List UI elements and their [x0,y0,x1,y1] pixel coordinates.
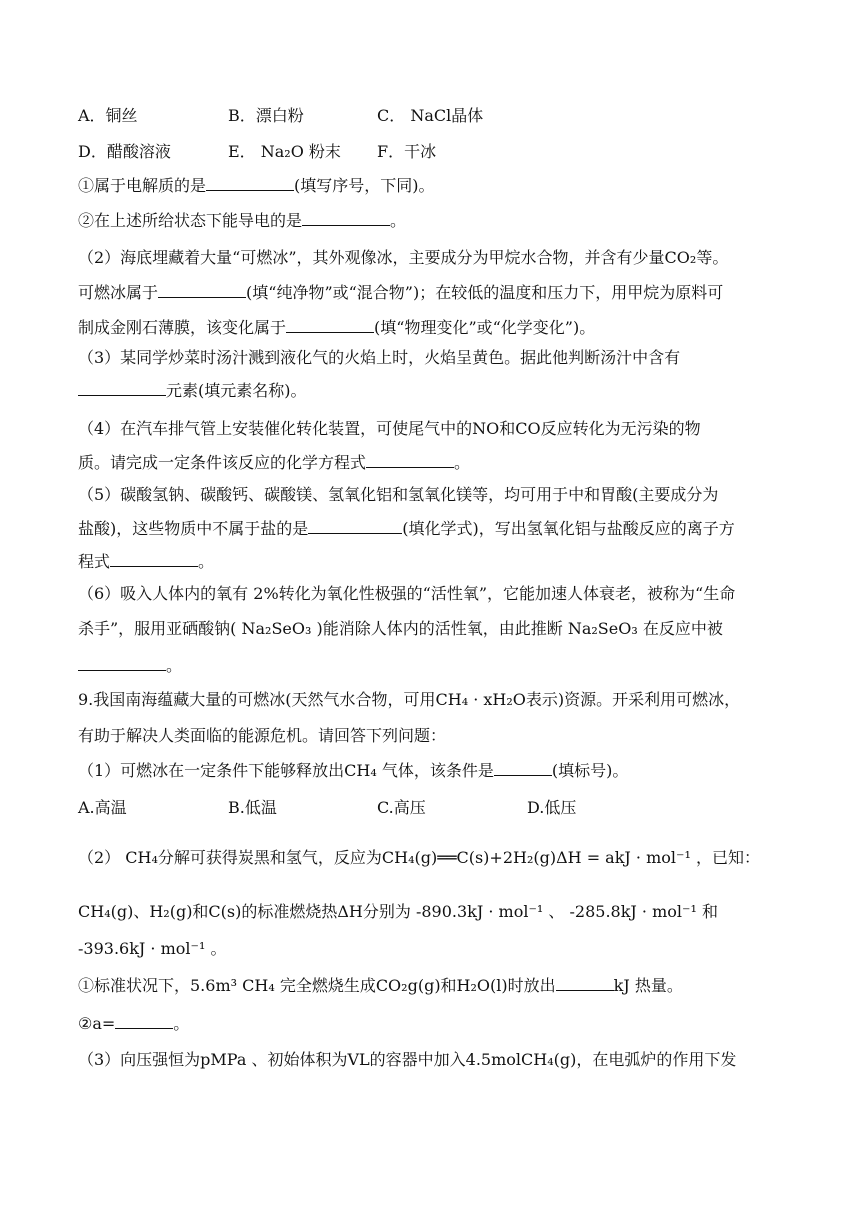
q8-6-line2: 杀手”，服用亚硒酸钠( Na₂SeO₃ )能消除人体内的活性氧，由此推断 Na₂SeO₃ 在反应中被 [78,619,723,638]
q8-1-electrolyte: ①属于电解质的是 (填写序号，下同)。 [78,176,435,195]
answer-blank[interactable] [115,1013,173,1029]
q9-stem-line1: 9.我国南海蕴藏大量的可燃冰(天然气水合物，可用CH₄ · xH₂O表示)资源。开采利用可燃冰， [78,690,741,709]
answer-blank[interactable] [308,518,402,534]
q8-1-conductive: ②在上述所给状态下能导电的是 。 [78,211,407,230]
q9-3-line1: （3）向压强恒为pMPa 、初始体积为VL的容器中加入4.5molCH₄(g)，在电弧炉的作用下发 [78,1050,737,1069]
answer-blank[interactable] [302,210,390,226]
answer-blank[interactable] [494,760,552,776]
answer-blank[interactable] [556,975,614,991]
q8-3-line1: （3）某同学炒菜时汤汁溅到液化气的火焰上时，火焰呈黄色。据此他判断汤汁中含有 [78,348,681,367]
q9-choice-c: C.高压 [377,798,426,817]
q9-choice-a: A.高温 [78,798,127,817]
q8-5-line3: 程式 。 [78,552,215,571]
q8-4-line1: （4）在汽车排气管上安装催化转化装置，可使尾气中的NO和CO反应转化为无污染的物 [78,419,701,438]
q9-2-sub1: ①标准状况下，5.6m³ CH₄ 完全燃烧生成CO₂g(g)和H₂O(l)时放出 kJ 热量。 [78,976,683,995]
q9-2-line3: -393.6kJ · mol⁻¹ 。 [78,939,227,958]
q9-1: （1）可燃冰在一定条件下能够释放出CH₄ 气体，该条件是 (填标号)。 [78,761,629,780]
q8-4-line2: 质。请完成一定条件该反应的化学方程式 。 [78,453,471,472]
q8-2-line3: 制成金刚石薄膜，该变化属于 (填“物理变化”或“化学变化”)。 [78,318,596,337]
q9-stem-line2: 有助于解决人类面临的能源危机。请回答下列问题： [78,726,447,745]
q9-2-line1: （2） CH₄分解可获得炭黑和氢气，反应为CH₄(g)══C(s)+2H₂(g)ΔH = akJ · mol⁻¹ ，已知： [78,848,760,867]
choice-d: D．醋酸溶液 [78,142,171,161]
answer-blank[interactable] [366,452,454,468]
q8-2-line2: 可燃冰属于 (填“纯净物”或“混合物”)；在较低的温度和压力下，用甲烷为原料可 [78,283,724,302]
answer-blank[interactable] [286,317,374,333]
q8-3-line2: 元素(填元素名称)。 [78,380,307,402]
q8-5-line1: （5）碳酸氢钠、碳酸钙、碳酸镁、氢氧化铝和氢氧化镁等，均可用于中和胃酸(主要成分为 [78,485,719,504]
q8-5-line2: 盐酸)，这些物质中不属于盐的是 (填化学式)，写出氢氧化铝与盐酸反应的离子方 [78,519,735,538]
answer-blank[interactable] [158,282,246,298]
choice-a: A．铜丝 [78,106,138,125]
q8-6-line1: （6）吸入人体内的氧有 2%转化为氧化性极强的“活性氧”，它能加速人体衰老，被称为“生命 [78,584,736,603]
answer-blank[interactable] [78,380,166,396]
answer-blank[interactable] [206,175,294,191]
q8-2-line1: （2）海底埋藏着大量“可燃冰”，其外观像冰，主要成分为甲烷水合物，并含有少量CO₂等。 [78,248,729,267]
q9-choice-b: B.低温 [228,798,277,817]
choice-c: C． NaCl晶体 [377,106,484,125]
answer-blank[interactable] [110,551,198,567]
q9-2-sub2: ②a= 。 [78,1014,190,1033]
choice-b: B．漂白粉 [228,106,304,125]
choice-e: E． Na₂O 粉末 [228,142,341,161]
q9-2-line2: CH₄(g)、H₂(g)和C(s)的标准燃烧热ΔH分别为 -890.3kJ · mol⁻¹ 、 -285.8kJ · mol⁻¹ 和 [78,902,718,921]
q8-6-line3: 。 [78,655,182,677]
q9-choice-d: D.低压 [527,798,577,817]
answer-blank[interactable] [78,655,166,671]
choice-f: F．干冰 [377,142,437,161]
